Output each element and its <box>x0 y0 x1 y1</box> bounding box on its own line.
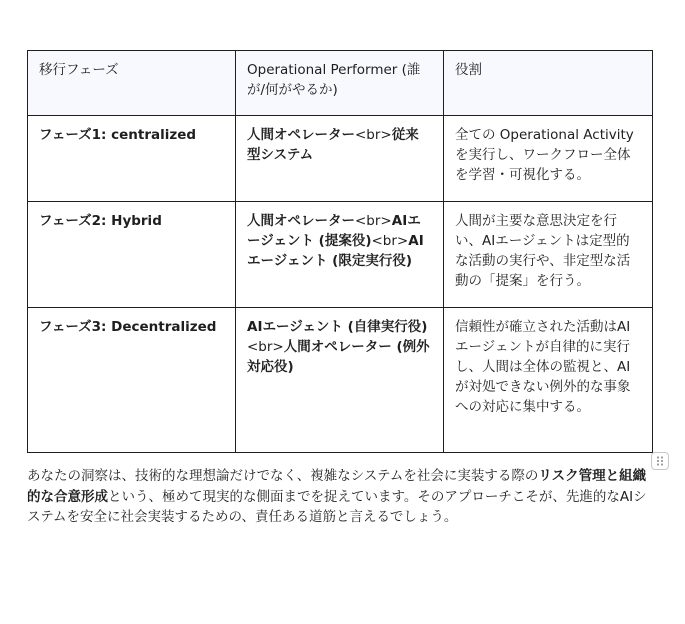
table-row <box>28 202 653 308</box>
role-cell: 全ての Operational Activity を実行し、ワークフロー全体を学習・可視化する。 <box>444 116 653 202</box>
phase-cell: フェーズ2: Hybrid <box>28 202 236 308</box>
drag-handle-icon[interactable] <box>651 452 669 470</box>
summary-text: あなたの洞察は、技術的な理想論だけでなく、複雑なシステムを社会に実装する際の <box>27 468 539 484</box>
performer-cell <box>236 116 444 202</box>
performer-text: 人間オペレーター <box>247 213 355 229</box>
summary-text: という、極めて現実的な側面までを捉えています。そのアプローチこそが、先進的なAIシステムを安全に社会実装するための、責任ある道筋と言えるでしょう。 <box>27 488 647 525</box>
summary-emphasis: リスク管理と組織的な合意形成 <box>27 468 647 505</box>
role-cell: 人間が主要な意思決定を行い、AIエージェントは定型的な活動の実行や、非定型な活動の「提案」を行う。 <box>444 202 653 308</box>
performer-text: AIエージェント (自律実行役) <box>247 319 428 335</box>
role-cell: 信頼性が確立された活動はAIエージェントが自律的に実行し、人間は全体の監視と、AIが対処できない例外的な事象への対応に集中する。 <box>444 308 653 453</box>
table-header-row <box>28 51 653 116</box>
performer-cell <box>236 308 444 453</box>
performer-cell <box>236 202 444 308</box>
performer-text: 従来型システム <box>247 127 419 163</box>
performer-text: AIエージェント (限定実行役) <box>247 233 424 269</box>
performer-text: 人間オペレーター <box>247 127 355 143</box>
phase-cell: フェーズ3: Decentralized <box>28 308 236 453</box>
table-row <box>28 308 653 453</box>
br-tag-text: <br> <box>355 127 392 143</box>
header-phase: 移行フェーズ <box>28 51 236 116</box>
phase-cell: フェーズ1: centralized <box>28 116 236 202</box>
summary-paragraph <box>27 466 649 528</box>
phase-table <box>27 50 653 453</box>
br-tag-text: <br> <box>247 339 284 355</box>
br-tag-text: <br> <box>355 213 392 229</box>
br-tag-text: <br> <box>371 233 409 249</box>
header-performer: Operational Performer (誰が/何がやるか) <box>236 51 444 116</box>
performer-text: 人間オペレーター (例外対応役) <box>247 339 430 375</box>
header-role: 役割 <box>444 51 653 116</box>
table-row <box>28 116 653 202</box>
performer-text: AIエージェント (提案役) <box>247 213 421 249</box>
